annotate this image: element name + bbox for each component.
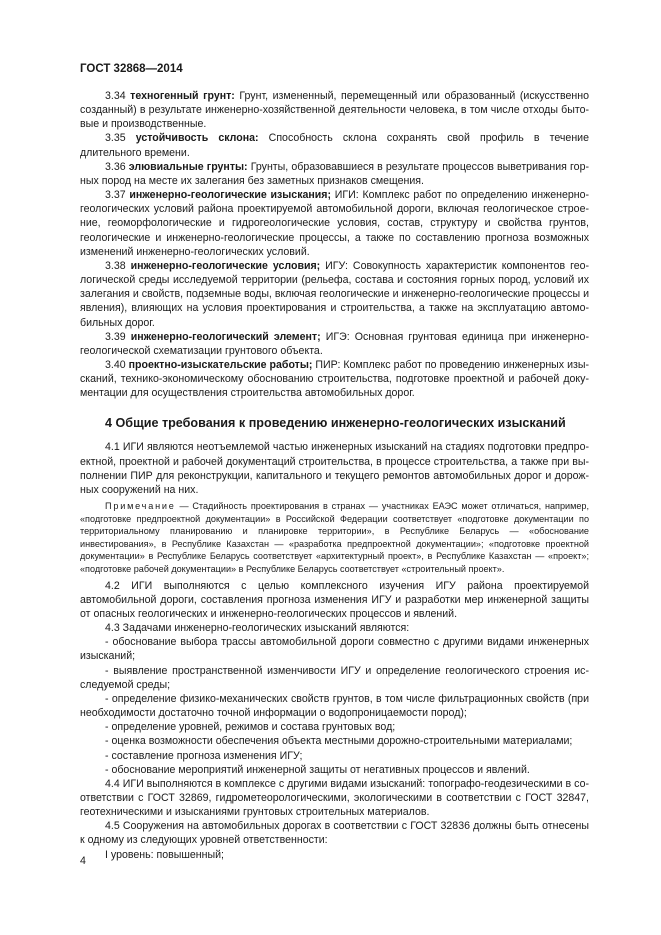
task-item: - обоснование выбора трассы автомобильной дороги совместно с другими видами инженерных изысканий; bbox=[80, 636, 589, 663]
definition-3-39: 3.39 инженерно-геологический элемент; ИГЭ: Основная грунтовая единица при инженерно-геологической схематизации грунтового объекта. bbox=[80, 330, 589, 357]
paragraph-4-4: 4.4 ИГИ выполняются в комплексе с другими видами изысканий: топографо-геодезическими в соответствии с ГОСТ 32869, гидрометеорологическими, экологическими в соответствии с ГОСТ 32847, геотехническими и изысканиями грунтовых строительных материалов. bbox=[80, 777, 589, 819]
note-text: — Стадийность проектирования в странах — участниках ЕАЭС может отличаться, например, «подготовке предпроектной документации» в Российской Федерации соответствует «подготовке документации по территориальному планированию и планировке территории», в Республике Беларусь — «обоснование инвестирования», в Республике Казахстан — «разработка предпроектной документации»; «подготовке проектной документации» в Республике Беларусь соответствует «архитектурный проект», в Республике Казахстан — «проект»; «подготовке рабочей документации» в Республике Беларусь соответствует «строительный проект». bbox=[80, 501, 589, 575]
task-item: - оценка возможности обеспечения объекта местными дорожно-строительными материалами; bbox=[105, 735, 573, 748]
definition-3-35: 3.35 устойчивость склона: Способность склона сохранять свой профиль в течение длительного времени. bbox=[80, 132, 589, 159]
definition-3-34: 3.34 техногенный грунт: Грунт, измененный, перемещенный или образованный (искусственно созданный) в результате инженерно-хозяйственной деятельности человека, в том числе отходы бытовые и производственные. bbox=[80, 90, 589, 131]
definition-3-37: 3.37 инженерно-геологические изыскания; ИГИ: Комплекс работ по определению инженерно-геологических условий района проектируемой автомобильной дороги, включая геологическое строение, геоморфологические и гидрогеологические условия, состав, структуру и свойства грунтов, геологические и инженерно-геологические процессы, а также по составлению прогноза возможных изменений инженерно-геологических условий. bbox=[80, 189, 589, 258]
task-item: - определение физико-механических свойств грунтов, в том числе фильтрационных свойств (при необходимости достаточно точной информации о водопроницаемости пород); bbox=[80, 692, 589, 720]
paragraph-4-5: 4.5 Сооружения на автомобильных дорогах в соответствии с ГОСТ 32836 должны быть отнесены к одному из следующих уровней ответственности: bbox=[80, 820, 589, 847]
task-item: - определение уровней, режимов и состава грунтовых вод; bbox=[105, 721, 396, 734]
task-item: - выявление пространственной изменчивости ИГУ и определение геологического строения исследуемой среды; bbox=[80, 664, 589, 691]
level-1: I уровень: повышенный; bbox=[105, 848, 224, 861]
definition-3-40: 3.40 проектно-изыскательские работы; ПИР: Комплекс работ по проведению инженерных изысканий, технико-экономическому обоснованию строительства, подготовке проектной и рабочей документации для осуществления строительства автомобильных дорог. bbox=[80, 358, 589, 400]
page-content bbox=[80, 89, 589, 862]
paragraph-4-3: 4.3 Задачами инженерно-геологических изысканий являются: bbox=[105, 622, 410, 635]
section-4-title: 4 Общие требования к проведению инженерно-геологических изысканий bbox=[105, 416, 566, 431]
paragraph-4-2: 4.2 ИГИ выполняются с целью комплексного изучения ИГУ района проектируемой автомобильной дороги, составления прогноза изменения ИГУ и разработки мер инженерной защиты от опасных геологических и инженерно-геологических процессов и явлений. bbox=[80, 579, 589, 620]
definition-3-36: 3.36 элювиальные грунты: Грунты, образовавшиеся в результате процессов выветривания горных пород на месте их залегания без заметных признаков смещения. bbox=[80, 160, 589, 187]
document-header: ГОСТ 32868—2014 bbox=[80, 63, 183, 75]
note-label: Примечание bbox=[105, 501, 176, 512]
paragraph-4-1: 4.1 ИГИ являются неотъемлемой частью инженерных изысканий на стадиях подготовки предпроектной, проектной и рабочей документаций строительства, в процессе строительства, а также при выполнении ПИР для реконструкции, капитального и текущего ремонтов автомобильных дорог и дорожных сооружений на них. bbox=[80, 441, 589, 496]
page-number: 4 bbox=[80, 855, 86, 867]
note bbox=[80, 500, 589, 576]
definition-3-38: 3.38 инженерно-геологические условия; ИГУ: Совокупность характеристик компонентов геологической среды исследуемой территории (рельефа, состава и состояния горных пород, условий их залегания и свойств, подземные воды, включая геологические и инженерно-геологические процессы и явления), влияющих на условия проектирования и строительства, а также на эксплуатацию автомобильных дорог. bbox=[80, 259, 590, 329]
task-item: - обоснование мероприятий инженерной защиты от негативных процессов и явлений. bbox=[105, 763, 530, 776]
task-item: - составление прогноза изменения ИГУ; bbox=[105, 749, 303, 762]
